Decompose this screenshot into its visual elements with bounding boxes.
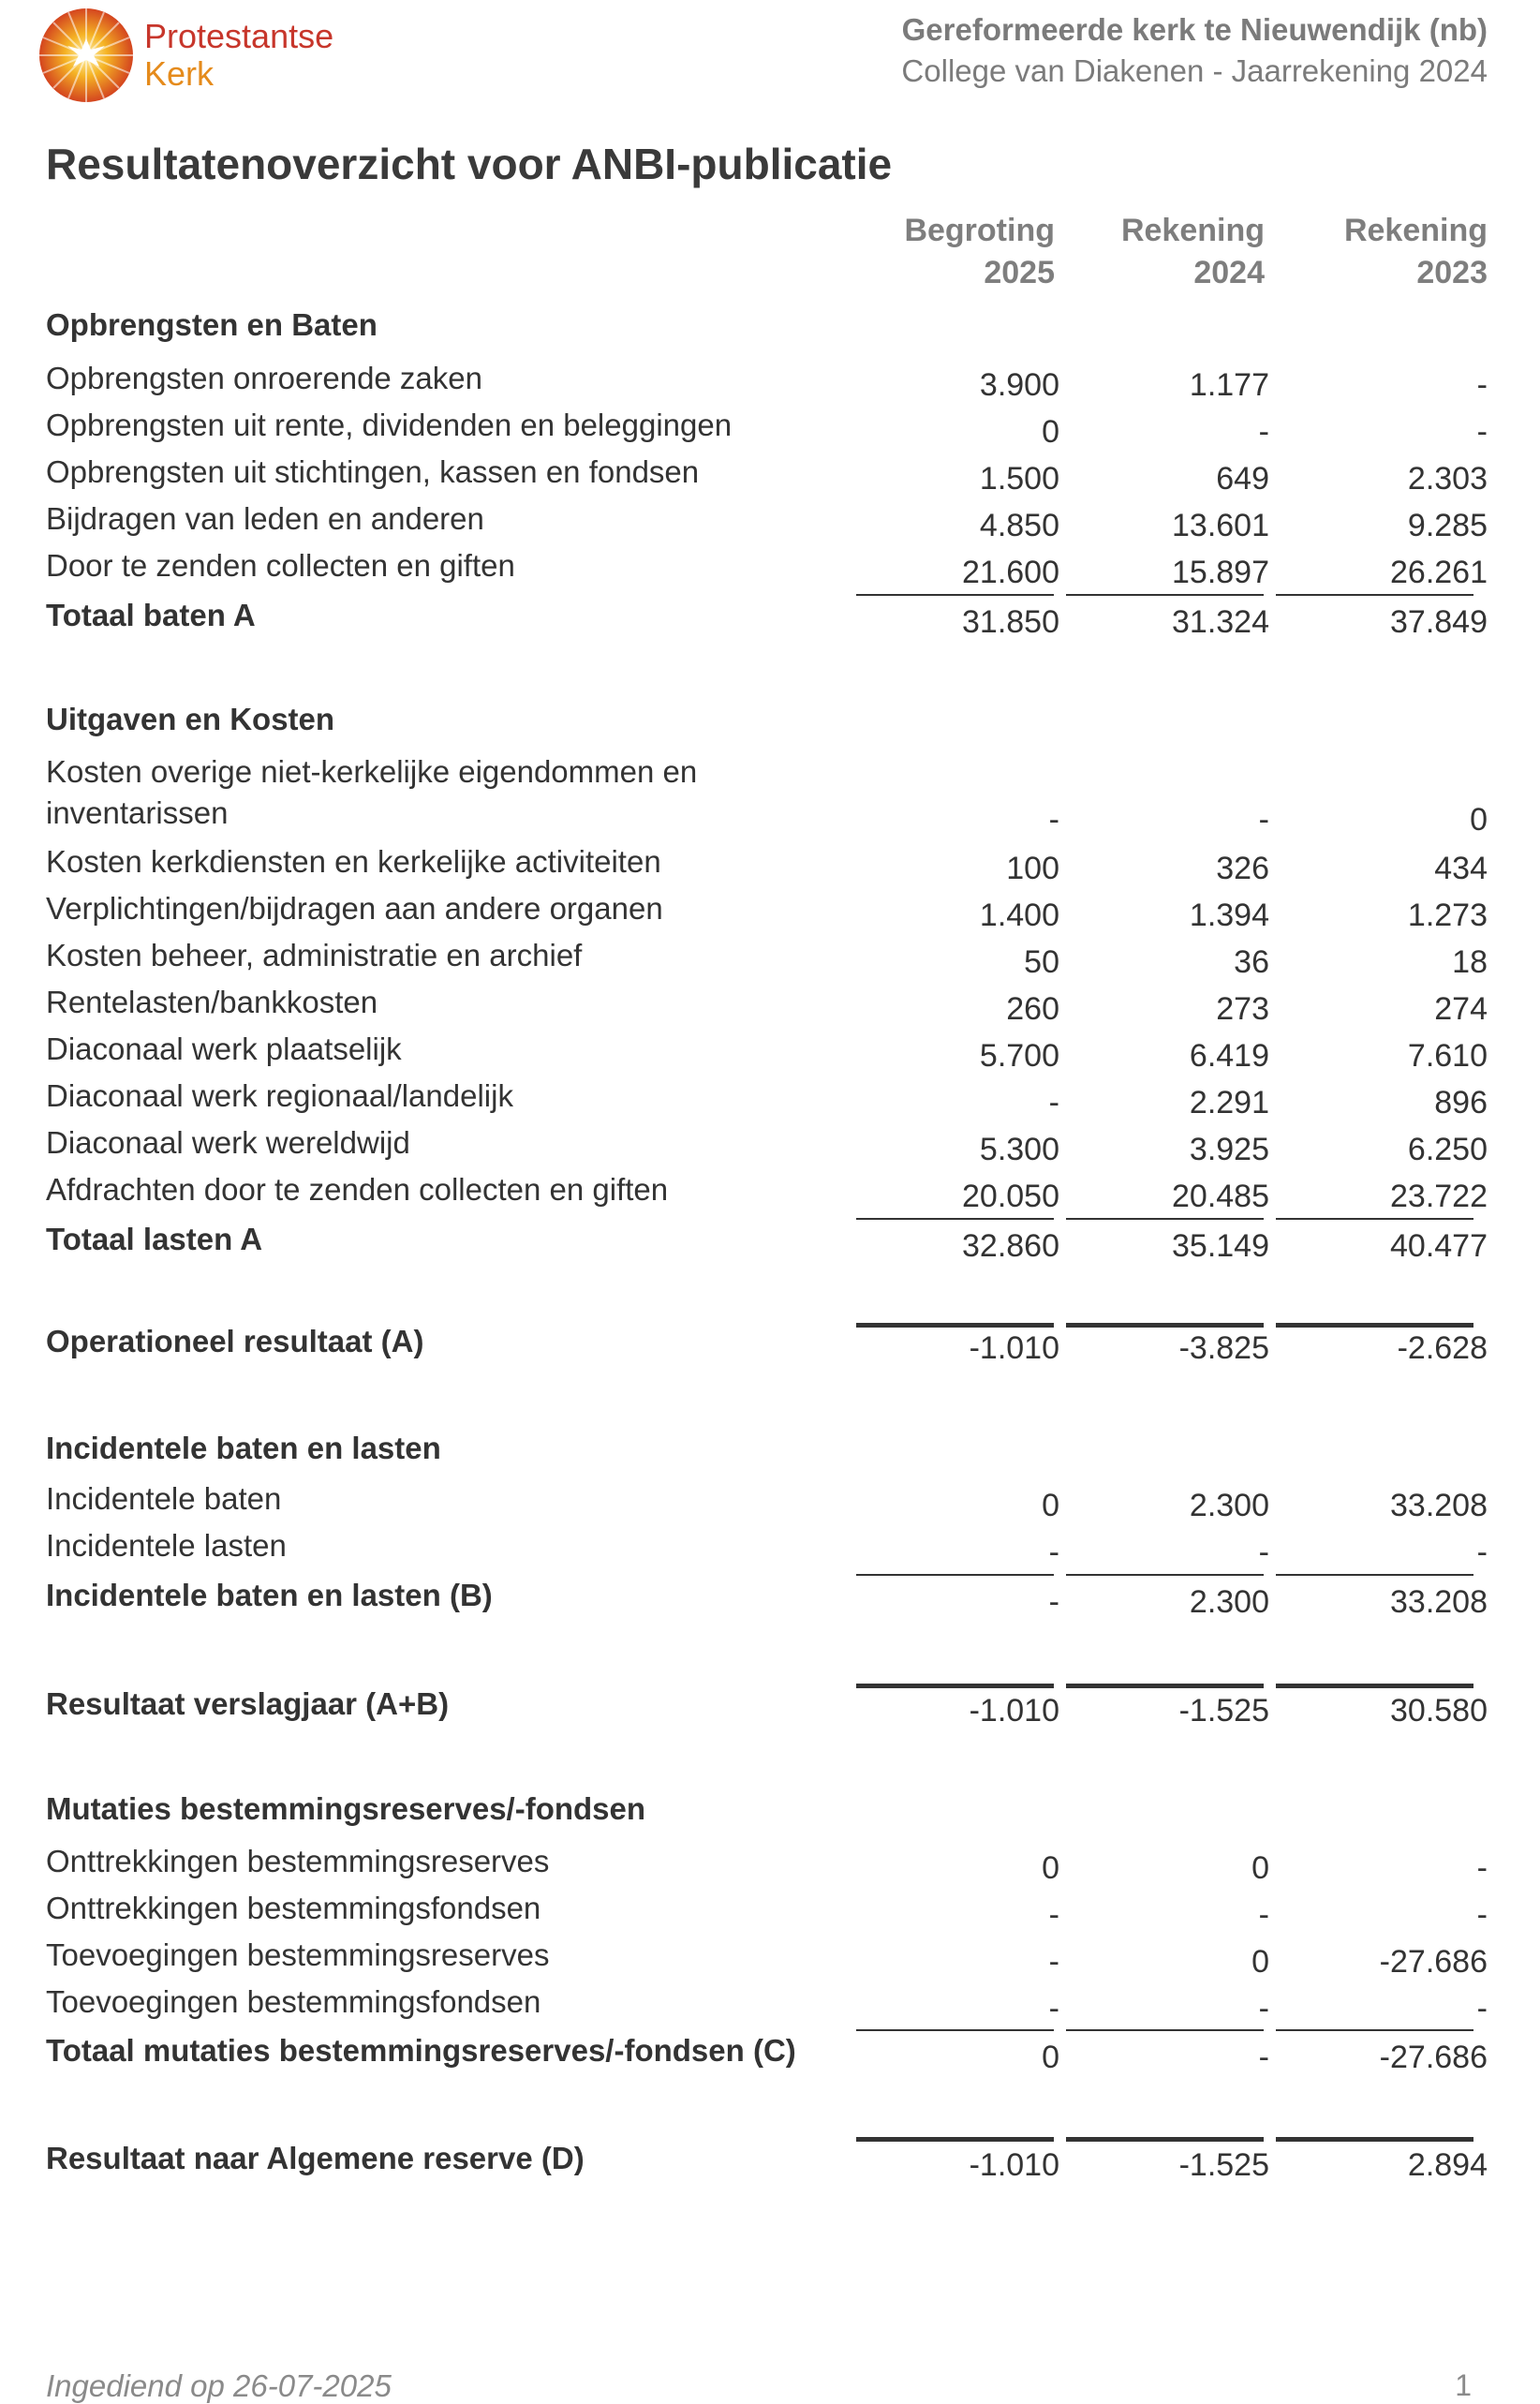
page-number: 1 — [1455, 2368, 1472, 2402]
logo-line-kerk: Kerk — [144, 54, 215, 93]
table-row: Kosten kerkdiensten en kerkelijke activiteiten 100 326 434 — [46, 844, 1488, 886]
column-header-begroting-2025: Begroting 2025 — [904, 213, 1055, 290]
table-row: Opbrengsten uit rente, dividenden en beleggingen 0 - - — [46, 408, 1488, 450]
organization-name: Gereformeerde kerk te Nieuwendijk (nb) — [901, 12, 1488, 47]
document-subtitle: College van Diakenen - Jaarrekening 2024 — [901, 53, 1488, 88]
submission-date: Ingediend op 26-07-2025 — [46, 2368, 392, 2403]
table-row: Kosten overige niet-kerkelijke eigendommen en inventarissen - - 0 — [46, 754, 1488, 838]
table-row: Diaconaal werk regionaal/landelijk - 2.291 896 — [46, 1078, 1488, 1120]
table-row: Diaconaal werk wereldwijd 5.300 3.925 6.250 — [46, 1125, 1488, 1167]
total-row-lasten: Totaal lasten A 32.860 35.149 40.477 — [46, 1222, 1488, 1264]
table-row: Diaconaal werk plaatselijk 5.700 6.419 7.610 — [46, 1031, 1488, 1074]
table-row: Afdrachten door te zenden collecten en giften 20.050 20.485 23.722 — [46, 1172, 1488, 1214]
section-heading-mutaties: Mutaties bestemmingsreserves/-fondsen — [46, 1791, 646, 1826]
section-heading-lasten: Uitgaven en Kosten — [46, 702, 335, 736]
result-row-verslagjaar: Resultaat verslagjaar (A+B) -1.010 -1.525 30.580 — [46, 1686, 1488, 1729]
total-row-baten: Totaal baten A 31.850 31.324 37.849 — [46, 598, 1488, 640]
total-row-incidenteel: Incidentele baten en lasten (B) - 2.300 33.208 — [46, 1578, 1488, 1620]
table-row: Verplichtingen/bijdragen aan andere organen 1.400 1.394 1.273 — [46, 891, 1488, 933]
section-heading-baten: Opbrengsten en Baten — [46, 307, 378, 342]
table-row: Door te zenden collecten en giften 21.600 15.897 26.261 — [46, 548, 1488, 590]
column-header-rekening-2024: Rekening 2024 — [1120, 213, 1265, 290]
protestantse-kerk-logo-icon — [37, 7, 135, 104]
column-header-rekening-2023: Rekening 2023 — [1343, 213, 1488, 290]
total-row-mutaties: Totaal mutaties bestemmingsreserves/-fondsen (C) 0 - -27.686 — [46, 2033, 1488, 2075]
table-row: Opbrengsten onroerende zaken 3.900 1.177 - — [46, 361, 1488, 403]
page-title: Resultatenoverzicht voor ANBI-publicatie — [46, 140, 893, 188]
table-row: Toevoegingen bestemmingsreserves - 0 -27.686 — [46, 1937, 1488, 1980]
table-row: Incidentele baten 0 2.300 33.208 — [46, 1481, 1488, 1523]
section-heading-incidenteel: Incidentele baten en lasten — [46, 1431, 441, 1465]
result-row-operationeel: Operationeel resultaat (A) -1.010 -3.825 -2.628 — [46, 1324, 1488, 1366]
table-row: Bijdragen van leden en anderen 4.850 13.601 9.285 — [46, 501, 1488, 543]
table-row: Incidentele lasten - - - — [46, 1528, 1488, 1570]
result-row-algemene-reserve: Resultaat naar Algemene reserve (D) -1.010 -1.525 2.894 — [46, 2141, 1488, 2183]
table-row: Rentelasten/bankkosten 260 273 274 — [46, 985, 1488, 1027]
table-row: Opbrengsten uit stichtingen, kassen en fondsen 1.500 649 2.303 — [46, 454, 1488, 497]
document-header — [901, 9, 1488, 92]
logo — [37, 4, 375, 107]
table-row: Toevoegingen bestemmingsfondsen - - - — [46, 1984, 1488, 2026]
table-row: Onttrekkingen bestemmingsfondsen - - - — [46, 1891, 1488, 1933]
table-row: Kosten beheer, administratie en archief 50 36 18 — [46, 938, 1488, 980]
table-row: Onttrekkingen bestemmingsreserves 0 0 - — [46, 1844, 1488, 1886]
logo-line-protestantse: Protestantse — [144, 17, 334, 55]
